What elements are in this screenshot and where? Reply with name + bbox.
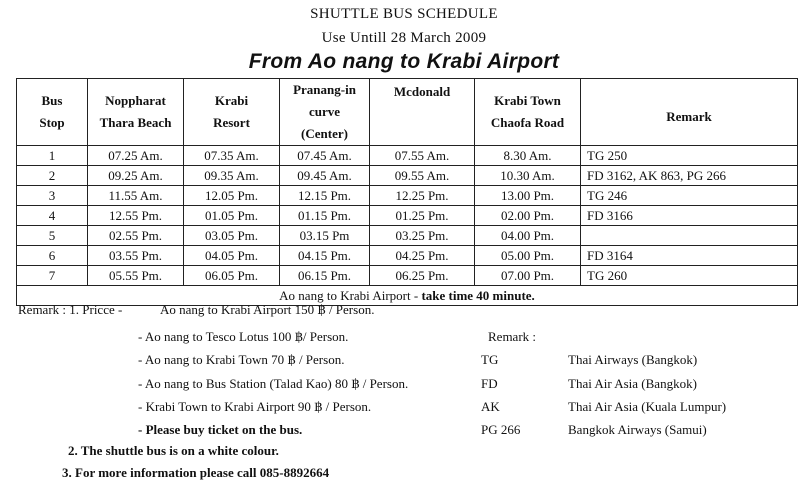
- table-header-row: [17, 79, 798, 146]
- time-cell: 09.45 Am.: [280, 166, 370, 186]
- time-cell: 07.00 Pm.: [475, 266, 581, 286]
- column-header-krabi-town: Krabi Town Chaofa Road: [475, 79, 581, 146]
- time-cell: 03.55 Pm.: [88, 246, 184, 266]
- travel-time-note: Ao nang to Krabi Airport - take time 40 minute.: [17, 286, 798, 306]
- time-cell: 10.30 Am.: [475, 166, 581, 186]
- bus-stop-cell: 1: [17, 146, 88, 166]
- remark-cell: FD 3164: [581, 246, 798, 266]
- price-item: Ao nang to Krabi Airport 150 ฿ / Person.: [160, 302, 375, 317]
- time-cell: 13.00 Pm.: [475, 186, 581, 206]
- time-cell: 11.55 Am.: [88, 186, 184, 206]
- time-cell: 07.35 Am.: [184, 146, 280, 166]
- time-cell: 03.15 Pm: [280, 226, 370, 246]
- time-cell: 8.30 Am.: [475, 146, 581, 166]
- route-title: From Ao nang to Krabi Airport: [248, 50, 560, 73]
- table-row: [17, 146, 798, 166]
- airline-name: Thai Air Asia (Bangkok): [568, 376, 697, 391]
- time-cell: 07.55 Am.: [370, 146, 475, 166]
- bus-stop-cell: 7: [17, 266, 88, 286]
- table-row: [17, 186, 798, 206]
- time-cell: 12.05 Pm.: [184, 186, 280, 206]
- bus-stop-cell: 3: [17, 186, 88, 206]
- contact-info: 3. For more information please call 085-8892664: [62, 465, 330, 480]
- time-cell: 09.25 Am.: [88, 166, 184, 186]
- time-cell: 07.45 Am.: [280, 146, 370, 166]
- time-cell: 12.15 Pm.: [280, 186, 370, 206]
- airline-code: PG 266: [481, 422, 521, 437]
- time-cell: 06.05 Pm.: [184, 266, 280, 286]
- airline-code: FD: [481, 376, 498, 391]
- airline-code: TG: [481, 352, 499, 367]
- time-cell: 02.00 Pm.: [475, 206, 581, 226]
- column-header-mcdonald: Mcdonald: [370, 79, 475, 146]
- column-header-remark: Remark: [581, 79, 798, 146]
- column-header-noppharat: Noppharat Thara Beach: [88, 79, 184, 146]
- airline-code: AK: [481, 399, 500, 414]
- time-cell: 04.25 Pm.: [370, 246, 475, 266]
- column-header-bus-stop: Bus Stop: [17, 79, 88, 146]
- airline-legend-title: Remark :: [488, 329, 537, 344]
- column-header-pranang: Pranang-in curve (Center): [280, 79, 370, 146]
- time-cell: 09.35 Am.: [184, 166, 280, 186]
- time-cell: 07.25 Am.: [88, 146, 184, 166]
- travel-time-note-row: [17, 286, 798, 306]
- time-cell: 12.25 Pm.: [370, 186, 475, 206]
- time-cell: 02.55 Pm.: [88, 226, 184, 246]
- price-item: - Krabi Town to Krabi Airport 90 ฿ / Person.: [138, 399, 372, 414]
- time-cell: 12.55 Pm.: [88, 206, 184, 226]
- time-cell: 04.15 Pm.: [280, 246, 370, 266]
- valid-until-date: Use Untill 28 March 2009: [321, 30, 487, 46]
- remark-cell: TG 250: [581, 146, 798, 166]
- time-cell: 04.00 Pm.: [475, 226, 581, 246]
- bus-stop-cell: 2: [17, 166, 88, 186]
- price-item: - Ao nang to Krabi Town 70 ฿ / Person.: [138, 352, 345, 367]
- schedule-table: [16, 78, 798, 306]
- bus-stop-cell: 4: [17, 206, 88, 226]
- remark-cell: FD 3162, AK 863, PG 266: [581, 166, 798, 186]
- time-cell: 09.55 Am.: [370, 166, 475, 186]
- table-row: [17, 206, 798, 226]
- bus-stop-cell: 6: [17, 246, 88, 266]
- time-cell: 01.15 Pm.: [280, 206, 370, 226]
- airline-name: Thai Airways (Bangkok): [568, 352, 698, 367]
- table-row: [17, 246, 798, 266]
- bus-colour-note: 2. The shuttle bus is on a white colour.: [68, 443, 279, 458]
- remark-cell: TG 260: [581, 266, 798, 286]
- price-item: - Ao nang to Bus Station (Talad Kao) 80 ฿ / Person.: [138, 376, 409, 391]
- bus-stop-cell: 5: [17, 226, 88, 246]
- time-cell: 03.05 Pm.: [184, 226, 280, 246]
- remark-cell: [581, 226, 798, 246]
- remark-cell: FD 3166: [581, 206, 798, 226]
- table-row: [17, 166, 798, 186]
- time-cell: 06.15 Pm.: [280, 266, 370, 286]
- time-cell: 05.55 Pm.: [88, 266, 184, 286]
- remark-cell: TG 246: [581, 186, 798, 206]
- table-row: [17, 266, 798, 286]
- time-cell: 01.05 Pm.: [184, 206, 280, 226]
- time-cell: 01.25 Pm.: [370, 206, 475, 226]
- price-item: - Ao nang to Tesco Lotus 100 ฿/ Person.: [138, 329, 349, 344]
- time-cell: 05.00 Pm.: [475, 246, 581, 266]
- column-header-krabi-resort: Krabi Resort: [184, 79, 280, 146]
- time-cell: 06.25 Pm.: [370, 266, 475, 286]
- airline-name: Thai Air Asia (Kuala Lumpur): [568, 399, 727, 414]
- time-cell: 03.25 Pm.: [370, 226, 475, 246]
- table-row: [17, 226, 798, 246]
- remark-price-intro: Remark : 1. Pricce -: [18, 302, 123, 317]
- buy-ticket-note: - Please buy ticket on the bus.: [138, 422, 303, 437]
- time-cell: 04.05 Pm.: [184, 246, 280, 266]
- schedule-heading: SHUTTLE BUS SCHEDULE: [310, 6, 498, 22]
- airline-name: Bangkok Airways (Samui): [568, 422, 707, 437]
